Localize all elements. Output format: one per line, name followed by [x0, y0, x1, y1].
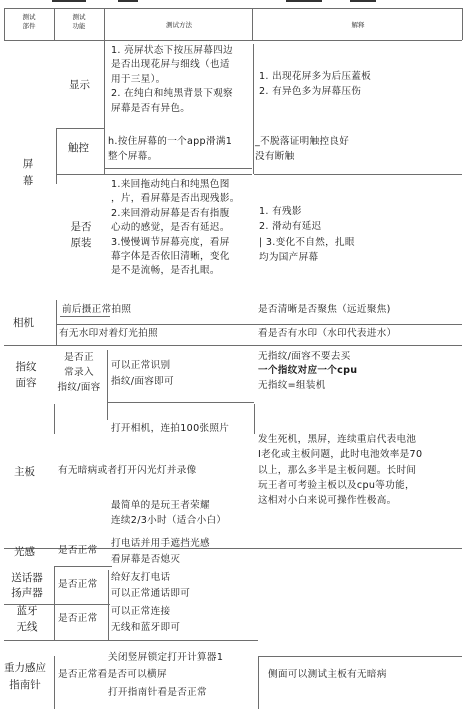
part-camera: 相机 [13, 317, 34, 329]
header-explain: 解释 [351, 21, 365, 29]
part-gravity-compass: 重力感应 指南针 [4, 662, 46, 691]
part-fingerprint: 指纹 面容 [15, 361, 37, 390]
method-bluetooth: 可以正常连接 无线和蓝牙即可 [111, 606, 181, 634]
method-original: 1.来回拖动纯白和纯黑色图 ，片，看屏幕是否出现残影。 2.来回滑动屏幕是否有指腹 心动的感觉，是否有延迟。 3.慢慢调节屏幕亮度，看屏 幕字体是否依旧清晰，变化 是不是流畅，是否扎眼。 [111, 179, 240, 277]
function-speaker: 是否正常 [58, 579, 98, 590]
method-touch: h.按住屏幕的一个app滑满1 整个屏幕。 [108, 136, 233, 163]
function-original: 是否 原装 [70, 221, 92, 249]
explain-camera-photo: 是否清晰是否聚焦（远近聚焦) [258, 304, 391, 315]
explain-board: 发生死机，黑屏，连续重启代表电池 I老化或主板问题，此时电池效率是70 以上，那么多半是主板问题。长时间 玩王者可考验主板以及cpu等功能， 这相对小白来说可操作性极高。 [258, 434, 423, 507]
header-method: 测试方法 [166, 21, 192, 29]
explain-gravity: 侧面可以测试主板有无暗病 [268, 669, 387, 680]
function-gravity-compass: 是否正常看是否可以横屏 [58, 669, 167, 680]
explain-camera-watermark: 看是否有水印（水印代表进水） [258, 328, 397, 339]
method-board-video: 有无暗病或者打开闪光灯并录像 [58, 465, 197, 476]
method-speaker: 给好友打电话 可以正常通话即可 [111, 572, 191, 600]
explain-touch: _不脱落证明触控良好 没有断触 [255, 136, 350, 163]
function-light-sensor: 是否正常 [58, 545, 98, 556]
method-gravity-calculator: 关闭竖屏锁定打开计算器1 [108, 652, 224, 663]
method-camera-photo: 前后摄正常拍照 [62, 304, 132, 315]
explain-fingerprint: 无指纹/面容不要去买 一个指纹对应一个cpu 无指纹=组装机 [258, 351, 358, 391]
function-bluetooth: 是否正常 [58, 613, 98, 624]
explain-original: 1. 有残影 2. 滑动有延迟 | 3.变化不自然，扎眼 均为国产屏幕 [259, 206, 355, 264]
top-cropped-heading-strip [0, 0, 467, 5]
part-screen: 屏 幕 [22, 158, 34, 187]
method-fingerprint: 可以正常识别 指纹/面容即可 [111, 360, 174, 388]
method-light-sensor: 打电话并用手遮挡光感 看屏幕是否熄灭 [111, 538, 210, 566]
part-speaker: 送话器 扬声器 [11, 572, 43, 600]
method-board-photos: 打开相机，连拍100张照片 [111, 423, 230, 434]
function-touch: 触控 [68, 142, 89, 154]
method-display: 1. 亮屏状态下按压屏幕四边 是否出现花屏与细线（也适 用于三星）。 2. 在纯白和纯黑背景下观察 屏幕是否有异色。 [111, 45, 233, 114]
part-board: 主板 [14, 466, 35, 478]
part-bluetooth: 蓝牙 无线 [16, 605, 38, 633]
explain-display: 1. 出现花屏多为后压蓋板 2. 有异色多为屏幕压伤 [259, 71, 372, 97]
method-board-game: 最简单的是玩王者荣耀 连续2/3小时（适合小白） [111, 500, 227, 526]
header-function: 测试 功能 [72, 13, 86, 31]
function-display: 显示 [69, 79, 90, 91]
function-fingerprint: 是否正 常录入 指纹/面容 [57, 352, 101, 393]
method-camera-watermark: 有无水印对着灯光拍照 [59, 328, 158, 339]
method-gravity-compass: 打开指南针看是否正常 [108, 687, 207, 698]
header-part: 测试 部件 [22, 13, 36, 31]
part-light-sensor: 光感 [14, 546, 35, 558]
